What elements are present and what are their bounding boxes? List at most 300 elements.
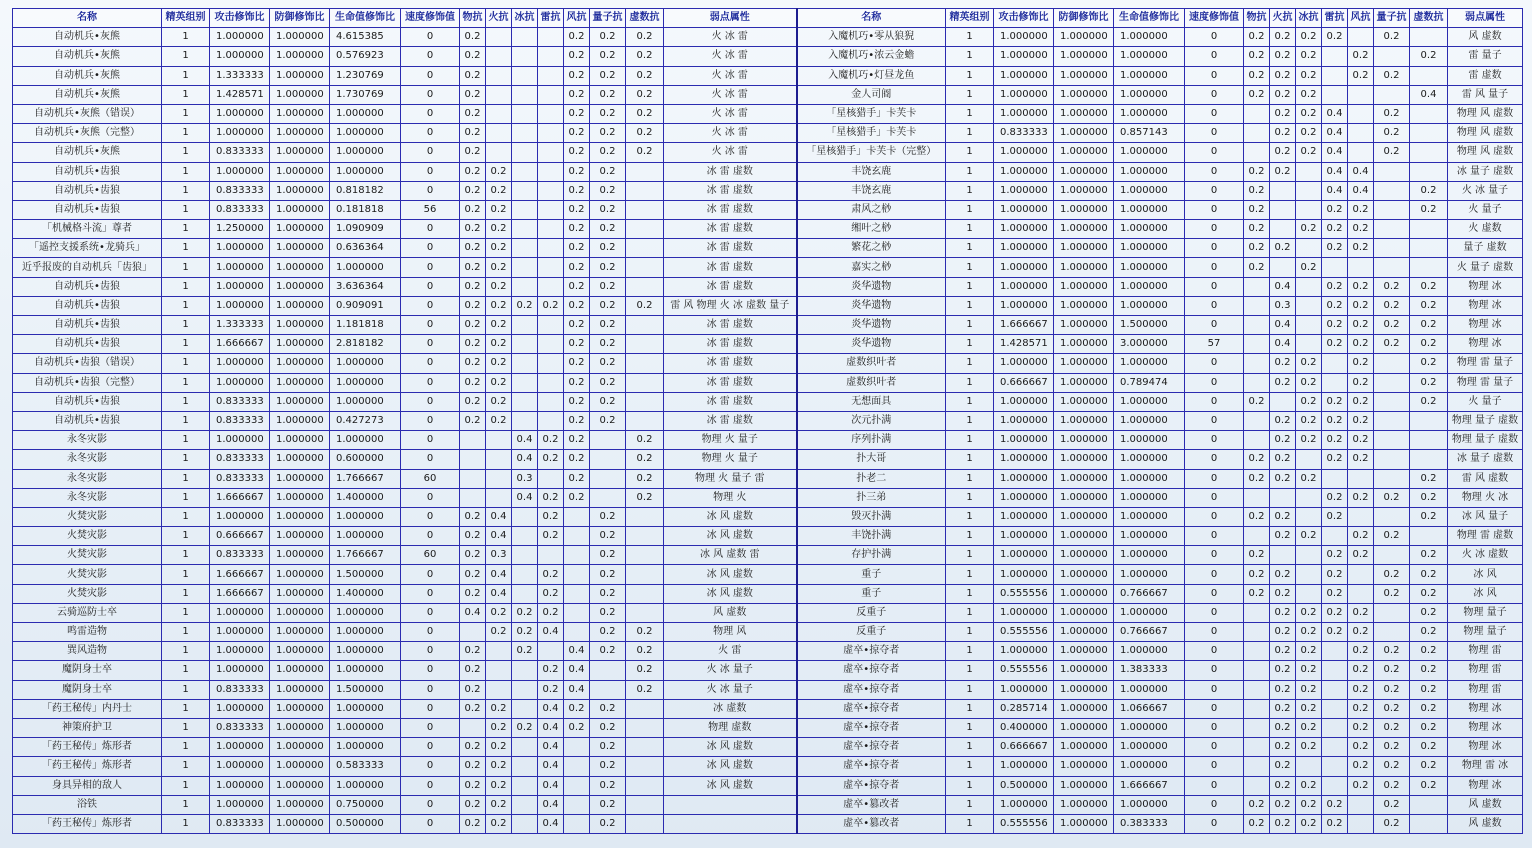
table-cell	[626, 277, 664, 296]
table-cell: 0.2	[1322, 565, 1348, 584]
table-cell: 0.4	[1322, 124, 1348, 143]
table-cell	[512, 28, 538, 47]
table-cell: 0	[401, 699, 460, 718]
table-cell: 1	[162, 623, 210, 642]
table-cell: 0	[1185, 66, 1244, 85]
table-cell: 0.2	[1348, 680, 1374, 699]
table-cell: 0	[401, 757, 460, 776]
table-cell: 1.000000	[210, 431, 270, 450]
table-cell	[486, 104, 512, 123]
table-cell	[564, 584, 590, 603]
table-cell: 1.000000	[270, 603, 330, 622]
table-cell	[1244, 373, 1270, 392]
table-cell: 0	[1185, 661, 1244, 680]
table-cell	[512, 527, 538, 546]
column-header: 物抗	[1244, 9, 1270, 28]
table-cell: 1.000000	[330, 603, 401, 622]
table-cell: 冰 雷 虚数	[664, 392, 797, 411]
table-cell	[626, 335, 664, 354]
table-cell: 0	[1185, 373, 1244, 392]
table-cell: 0.2	[460, 239, 486, 258]
table-cell: 1	[162, 392, 210, 411]
table-cell: 自动机兵•齿狼	[13, 335, 162, 354]
table-cell: 火焚灾影	[13, 584, 162, 603]
table-cell: 1	[946, 373, 994, 392]
table-cell	[538, 546, 564, 565]
table-cell: 1.000000	[210, 603, 270, 622]
table-cell: 1.000000	[994, 220, 1054, 239]
table-cell	[1296, 162, 1322, 181]
table-cell: 1.000000	[994, 431, 1054, 450]
table-cell: 0.2	[1410, 316, 1448, 335]
table-cell: 0.2	[486, 373, 512, 392]
table-cell: 0	[1185, 623, 1244, 642]
table-cell: 0.2	[1244, 795, 1270, 814]
table-cell: 1.000000	[1054, 85, 1114, 104]
table-cell: 1.000000	[330, 776, 401, 795]
table-cell: 1	[162, 450, 210, 469]
table-cell: 0.555556	[994, 661, 1054, 680]
table-cell: 0.833333	[210, 814, 270, 833]
table-cell: 火 量子 虚数	[1448, 258, 1523, 277]
table-cell: 1.000000	[210, 699, 270, 718]
table-cell	[512, 277, 538, 296]
table-cell	[626, 200, 664, 219]
table-cell: 0.383333	[1114, 814, 1185, 833]
table-cell	[538, 181, 564, 200]
table-cell: 0.2	[1244, 392, 1270, 411]
table-cell	[1410, 143, 1448, 162]
table-cell: 「药王秘传」炼形者	[13, 738, 162, 757]
table-cell: 0.2	[564, 469, 590, 488]
table-cell: 1.766667	[330, 546, 401, 565]
table-cell: 1	[162, 680, 210, 699]
table-cell: 1.000000	[210, 28, 270, 47]
table-cell: 0.2	[590, 507, 626, 526]
table-cell: 0.2	[1270, 66, 1296, 85]
table-cell: 1.000000	[270, 220, 330, 239]
table-cell: 0.2	[1296, 680, 1322, 699]
table-cell: 0.2	[590, 220, 626, 239]
table-cell: 1.000000	[1054, 450, 1114, 469]
table-cell: 0	[1185, 239, 1244, 258]
table-cell	[1244, 603, 1270, 622]
table-cell: 0.2	[590, 316, 626, 335]
table-cell: 0.2	[590, 104, 626, 123]
table-cell: 0.2	[1348, 296, 1374, 315]
table-cell: 0.2	[1296, 623, 1322, 642]
table-cell: 1.000000	[994, 546, 1054, 565]
table-cell: 0	[401, 642, 460, 661]
table-cell: 1.090909	[330, 220, 401, 239]
table-cell: 0.2	[1374, 124, 1410, 143]
table-cell: 0.2	[460, 47, 486, 66]
table-cell: 物理 冰	[1448, 718, 1523, 737]
table-cell	[1244, 718, 1270, 737]
table-cell	[590, 450, 626, 469]
table-cell	[1244, 642, 1270, 661]
table-cell: 0.2	[1410, 565, 1448, 584]
table-cell: 火 雷	[664, 642, 797, 661]
table-cell	[1296, 296, 1322, 315]
table-cell	[486, 66, 512, 85]
table-cell: 1	[946, 642, 994, 661]
table-cell: 0.2	[1296, 373, 1322, 392]
table-cell: 虚数织叶者	[797, 373, 946, 392]
table-cell: 0.2	[460, 296, 486, 315]
table-cell	[538, 335, 564, 354]
table-cell: 0.666667	[994, 738, 1054, 757]
table-cell: 1.000000	[270, 411, 330, 430]
table-cell	[512, 565, 538, 584]
table-cell: 0.4	[538, 757, 564, 776]
table-cell: 1.000000	[1114, 603, 1185, 622]
table-cell: 0.833333	[210, 143, 270, 162]
table-cell	[1322, 258, 1348, 277]
table-cell: 1.000000	[1114, 565, 1185, 584]
table-cell: 0	[401, 507, 460, 526]
table-cell	[564, 565, 590, 584]
table-cell: 1.000000	[270, 66, 330, 85]
table-cell	[626, 738, 664, 757]
table-cell: 0.2	[1348, 546, 1374, 565]
table-cell: 0.2	[626, 431, 664, 450]
table-cell	[538, 220, 564, 239]
table-row	[13, 776, 1523, 795]
table-cell	[1322, 47, 1348, 66]
table-cell: 1	[162, 757, 210, 776]
table-cell: 1.000000	[1114, 85, 1185, 104]
table-cell	[538, 642, 564, 661]
table-cell: 1	[946, 47, 994, 66]
table-cell	[512, 239, 538, 258]
table-row	[13, 488, 1523, 507]
table-cell	[1322, 85, 1348, 104]
table-cell: 物理 雷 量子	[1448, 373, 1523, 392]
table-cell	[1244, 411, 1270, 430]
table-cell: 1.000000	[1114, 277, 1185, 296]
table-cell: 火 冰 雷	[664, 104, 797, 123]
table-cell: 0.2	[538, 661, 564, 680]
table-cell	[538, 200, 564, 219]
table-cell: 1.500000	[330, 680, 401, 699]
table-cell: 1.000000	[1054, 738, 1114, 757]
table-cell	[626, 603, 664, 622]
table-cell: 0.2	[626, 143, 664, 162]
table-cell: 雷 量子	[1448, 47, 1523, 66]
table-cell: 0.2	[1410, 680, 1448, 699]
table-cell: 冰 量子 虚数	[1448, 450, 1523, 469]
table-cell: 0.2	[460, 143, 486, 162]
table-cell: 1	[946, 527, 994, 546]
table-cell	[486, 47, 512, 66]
table-cell	[512, 392, 538, 411]
table-cell: 0.2	[1410, 200, 1448, 219]
table-cell: 存护扑满	[797, 546, 946, 565]
table-cell: 0.2	[1410, 661, 1448, 680]
table-cell: 0.2	[564, 85, 590, 104]
table-cell	[512, 335, 538, 354]
table-cell	[486, 469, 512, 488]
table-cell: 0.2	[626, 104, 664, 123]
table-cell: 1.000000	[270, 623, 330, 642]
table-cell: 1.000000	[994, 527, 1054, 546]
table-cell: 1.000000	[270, 469, 330, 488]
table-cell: 0	[1185, 258, 1244, 277]
table-cell: 冰 雷 虚数	[664, 316, 797, 335]
table-cell: 火焚灾影	[13, 546, 162, 565]
table-cell: 1.000000	[1054, 488, 1114, 507]
table-cell	[1374, 469, 1410, 488]
table-cell	[626, 565, 664, 584]
table-cell: 1.000000	[1114, 181, 1185, 200]
table-cell: 0	[401, 316, 460, 335]
table-cell: 入魔机巧•浓云金蟾	[797, 47, 946, 66]
table-cell: 1.000000	[210, 354, 270, 373]
table-cell: 1.000000	[210, 507, 270, 526]
table-cell: 冰 雷 虚数	[664, 373, 797, 392]
table-cell: 0.4	[564, 680, 590, 699]
table-cell	[538, 143, 564, 162]
table-cell: 0.2	[1322, 335, 1348, 354]
table-cell: 金人司阍	[797, 85, 946, 104]
table-cell	[1296, 546, 1322, 565]
table-cell: 0.2	[512, 296, 538, 315]
table-cell: 炎华遗物	[797, 277, 946, 296]
table-cell: 0.2	[1270, 104, 1296, 123]
table-cell: 风 虚数	[1448, 795, 1523, 814]
table-cell: 1	[162, 584, 210, 603]
table-cell: 0	[1185, 738, 1244, 757]
table-cell: 物理 风 虚数	[1448, 104, 1523, 123]
table-cell: 0.2	[626, 680, 664, 699]
table-cell	[626, 392, 664, 411]
table-cell: 0.2	[626, 85, 664, 104]
table-cell: 火 量子	[1448, 392, 1523, 411]
table-cell: 冰 风 虚数	[664, 776, 797, 795]
table-cell	[512, 66, 538, 85]
table-cell	[538, 354, 564, 373]
table-cell: 0.2	[564, 277, 590, 296]
table-cell: 虚数织叶者	[797, 354, 946, 373]
table-cell	[1270, 546, 1296, 565]
table-cell: 0.2	[1348, 488, 1374, 507]
table-cell: 物理 风 虚数	[1448, 124, 1523, 143]
table-cell: 0.2	[1348, 200, 1374, 219]
table-cell: 0.2	[460, 277, 486, 296]
table-cell: 1.000000	[1054, 603, 1114, 622]
table-cell: 0.2	[1244, 66, 1270, 85]
table-cell: 冰 风 虚数	[664, 738, 797, 757]
table-cell: 0.2	[460, 507, 486, 526]
table-cell: 0	[401, 124, 460, 143]
table-cell: 0.4	[538, 699, 564, 718]
table-cell: 0.4	[1322, 162, 1348, 181]
table-cell	[1270, 200, 1296, 219]
table-cell: 1.000000	[1054, 335, 1114, 354]
table-cell: 物理 量子 虚数	[1448, 431, 1523, 450]
table-cell: 风 虚数	[1448, 28, 1523, 47]
table-cell: 0.2	[486, 757, 512, 776]
table-cell: 0.2	[1410, 335, 1448, 354]
table-cell: 1	[946, 411, 994, 430]
table-cell: 魔阴身士卒	[13, 680, 162, 699]
table-cell: 0.2	[1244, 200, 1270, 219]
table-cell: 0.2	[538, 680, 564, 699]
table-cell	[512, 200, 538, 219]
table-cell: 序列扑满	[797, 431, 946, 450]
table-cell: 1.000000	[210, 661, 270, 680]
table-cell: 0	[1185, 507, 1244, 526]
table-cell	[1348, 469, 1374, 488]
table-cell: 0.2	[564, 335, 590, 354]
table-cell: 1.000000	[994, 181, 1054, 200]
table-cell	[512, 354, 538, 373]
table-cell: 0.2	[1270, 527, 1296, 546]
table-cell: 1	[162, 162, 210, 181]
table-cell: 0.2	[1296, 776, 1322, 795]
table-cell	[1296, 757, 1322, 776]
table-cell: 1.000000	[994, 85, 1054, 104]
table-cell	[1374, 162, 1410, 181]
table-cell: 1.000000	[270, 661, 330, 680]
table-cell: 0	[1185, 757, 1244, 776]
table-cell	[590, 661, 626, 680]
table-cell: 1	[162, 66, 210, 85]
table-cell	[486, 642, 512, 661]
table-cell: 1.000000	[1114, 680, 1185, 699]
table-cell: 0.2	[538, 603, 564, 622]
table-cell	[538, 258, 564, 277]
table-cell: 1.000000	[270, 392, 330, 411]
table-cell: 0.2	[1244, 546, 1270, 565]
table-cell: 0.2	[1270, 603, 1296, 622]
table-cell: 0.2	[486, 220, 512, 239]
table-cell: 0.2	[626, 296, 664, 315]
table-cell	[1244, 757, 1270, 776]
table-cell: 1	[946, 680, 994, 699]
table-cell: 0.2	[1244, 258, 1270, 277]
table-cell: 0.2	[1374, 584, 1410, 603]
table-cell: 0.2	[460, 757, 486, 776]
table-cell: 1	[946, 776, 994, 795]
table-cell: 0.2	[1322, 546, 1348, 565]
table-cell: 1.000000	[1054, 411, 1114, 430]
table-cell: 风 虚数	[664, 603, 797, 622]
table-cell: 0.2	[1322, 28, 1348, 47]
table-cell: 0.2	[1348, 392, 1374, 411]
table-cell: 0	[1185, 392, 1244, 411]
table-cell: 0.2	[460, 200, 486, 219]
table-cell: 1.000000	[210, 623, 270, 642]
table-cell: 0.2	[1348, 373, 1374, 392]
table-cell	[512, 738, 538, 757]
table-cell: 巽风造物	[13, 642, 162, 661]
table-cell: 0.2	[1270, 776, 1296, 795]
table-cell: 1.000000	[330, 373, 401, 392]
table-cell	[1374, 431, 1410, 450]
table-cell: 火 冰 量子	[664, 680, 797, 699]
table-cell	[664, 795, 797, 814]
table-cell: 0.2	[590, 85, 626, 104]
table-cell: 冰 雷 虚数	[664, 181, 797, 200]
table-cell: 火 冰 雷	[664, 85, 797, 104]
table-cell: 1.000000	[270, 373, 330, 392]
column-header: 精英组别	[162, 9, 210, 28]
table-cell: 0	[1185, 143, 1244, 162]
table-cell: 0	[401, 392, 460, 411]
table-cell: 0.2	[1410, 757, 1448, 776]
table-cell: 1.000000	[330, 507, 401, 526]
table-cell: 0.2	[1296, 124, 1322, 143]
table-cell	[564, 546, 590, 565]
column-header: 速度修饰值	[1185, 9, 1244, 28]
table-cell: 火 冰 雷	[664, 66, 797, 85]
table-cell: 自动机兵•齿狼	[13, 181, 162, 200]
table-cell	[512, 584, 538, 603]
table-cell: 0	[401, 66, 460, 85]
table-cell	[590, 680, 626, 699]
column-header: 火抗	[486, 9, 512, 28]
table-row	[13, 124, 1523, 143]
table-cell: 0.833333	[210, 181, 270, 200]
table-cell: 1.000000	[994, 795, 1054, 814]
table-cell: 0.2	[486, 162, 512, 181]
table-cell: 1.000000	[994, 469, 1054, 488]
table-cell: 0.2	[564, 124, 590, 143]
table-cell	[626, 718, 664, 737]
table-cell: 0.2	[1410, 642, 1448, 661]
table-cell: 0.2	[1322, 603, 1348, 622]
table-cell: 0	[401, 718, 460, 737]
table-cell: 1.066667	[1114, 699, 1185, 718]
table-cell: 自动机兵•灰熊	[13, 66, 162, 85]
table-cell: 1.000000	[210, 373, 270, 392]
table-cell: 0.2	[564, 258, 590, 277]
table-cell: 0.2	[1244, 584, 1270, 603]
table-cell	[1322, 373, 1348, 392]
table-cell: 1.000000	[1054, 104, 1114, 123]
table-cell: 1.000000	[210, 162, 270, 181]
table-cell: 1.000000	[1114, 392, 1185, 411]
table-cell: 0.833333	[210, 411, 270, 430]
table-cell: 56	[401, 200, 460, 219]
table-cell	[1374, 200, 1410, 219]
table-cell: 0.2	[460, 85, 486, 104]
table-cell: 0.2	[1296, 220, 1322, 239]
table-cell: 虚卒•掠夺者	[797, 680, 946, 699]
table-cell: 扑老二	[797, 469, 946, 488]
table-cell: 1	[162, 239, 210, 258]
table-cell: 1.000000	[1114, 28, 1185, 47]
table-cell	[1374, 181, 1410, 200]
table-cell: 自动机兵•齿狼	[13, 162, 162, 181]
table-cell: 1.000000	[210, 124, 270, 143]
table-cell: 缃叶之桫	[797, 220, 946, 239]
table-row	[13, 680, 1523, 699]
table-cell: 0.427273	[330, 411, 401, 430]
table-cell: 0.2	[460, 546, 486, 565]
table-cell: 0.2	[1410, 738, 1448, 757]
table-cell: 0.2	[590, 642, 626, 661]
table-cell: 0.4	[512, 450, 538, 469]
table-cell	[590, 469, 626, 488]
table-cell: 0.2	[486, 795, 512, 814]
table-cell: 0	[1185, 699, 1244, 718]
table-cell	[1270, 181, 1296, 200]
table-cell: 0.2	[538, 584, 564, 603]
table-cell	[1374, 603, 1410, 622]
